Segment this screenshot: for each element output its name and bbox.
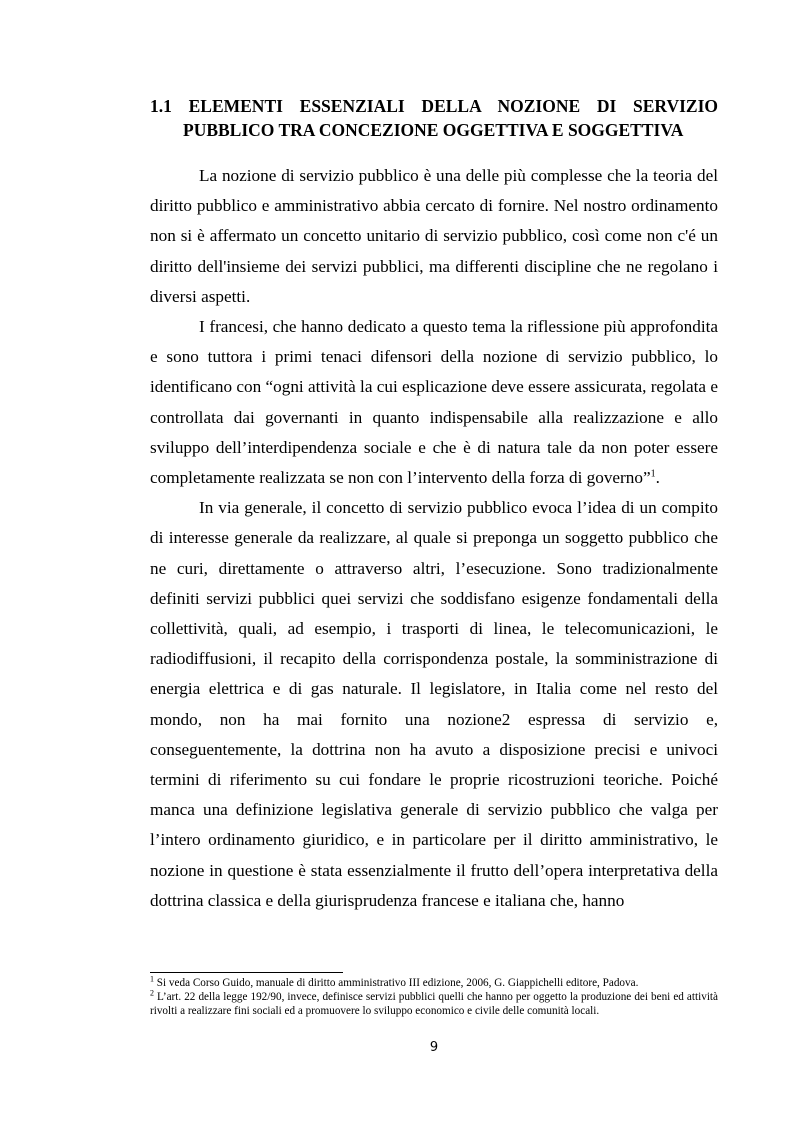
footnote-1-number: 1 xyxy=(150,974,154,984)
footnote-1-text: Si veda Corso Guido, manuale di diritto amministrativo III edizione, 2006, G. Giappichelli editore, Padova. xyxy=(154,977,639,989)
footnote-2-text: L’art. 22 della legge 192/90, invece, definisce servizi pubblici quelli che hanno per oggetto la produzione dei beni ed attività rivolti a realizzare fini sociali ed a promuovere lo sviluppo economico e civile delle comunità locali. xyxy=(150,991,718,1017)
paragraph-2-text: I francesi, che hanno dedicato a questo tema la riflessione più approfondita e sono tuttora i primi tenaci difensori della nozione di servizio pubblico, lo identificano con “ogni attività la cui esplicazione deve essere assicurata, regolata e controllata dai governanti in quanto indispensabile alla realizzazione e allo sviluppo dell’interdipendenza sociale e che è di natura tale da non poter essere completamente realizzata se non con l’intervento della forza di governo” xyxy=(150,317,718,488)
page-number: 9 xyxy=(429,1040,439,1055)
footnote-divider xyxy=(150,972,343,973)
paragraph-1: La nozione di servizio pubblico è una delle più complesse che la teoria del diritto pubblico e amministrativo abbia cercato di fornire. Nel nostro ordinamento non si è affermato un concetto unitario di servizio pubblico, così come non c'é un diritto dell'insieme dei servizi pubblici, ma differenti discipline che ne regolano i diversi aspetti. xyxy=(150,166,718,306)
footnote-2-number: 2 xyxy=(150,988,154,998)
section-heading xyxy=(150,94,718,142)
footnote-2 xyxy=(150,990,718,1018)
footnotes xyxy=(150,976,718,1018)
footnote-ref-1: 1 xyxy=(650,468,656,480)
section-heading-line-2: PUBBLICO TRA CONCEZIONE OGGETTIVA E SOGGETTIVA xyxy=(183,120,684,140)
paragraph-3: In via generale, il concetto di servizio pubblico evoca l’idea di un compito di interesse generale da realizzare, al quale si preponga un soggetto pubblico che ne curi, direttamente o attraverso altri, l’esecuzione. Sono tradizionalmente definiti servizi pubblici quei servizi che soddisfano esigenze fondamentali della collettività, quali, ad esempio, i trasporti di linea, le telecomunicazioni, le radiodiffusioni, il recapito della corrispondenza postale, la somministrazione di energia elettrica e di gas naturale. Il legislatore, in Italia come nel resto del mondo, non ha mai fornito una nozione2 espressa di servizio e, conseguentemente, la dottrina non ha avuto a disposizione precisi e univoci termini di riferimento su cui fondare le proprie ricostruzioni teoriche. Poiché manca una definizione legislativa generale di servizio pubblico che valga per l’intero ordinamento giuridico, e in particolare per il diritto amministrativo, le nozione in questione è stata essenzialmente il frutto dell’opera interpretativa della dottrina classica e della giurisprudenza francese e italiana che, hanno xyxy=(150,498,718,910)
paragraph-2-end: . xyxy=(655,468,660,488)
body-text xyxy=(150,161,718,916)
section-heading-line-1: 1.1 ELEMENTI ESSENZIALI DELLA NOZIONE DI SERVIZIO xyxy=(150,96,718,116)
footnote-1 xyxy=(150,976,718,990)
paragraph-2 xyxy=(150,312,718,493)
